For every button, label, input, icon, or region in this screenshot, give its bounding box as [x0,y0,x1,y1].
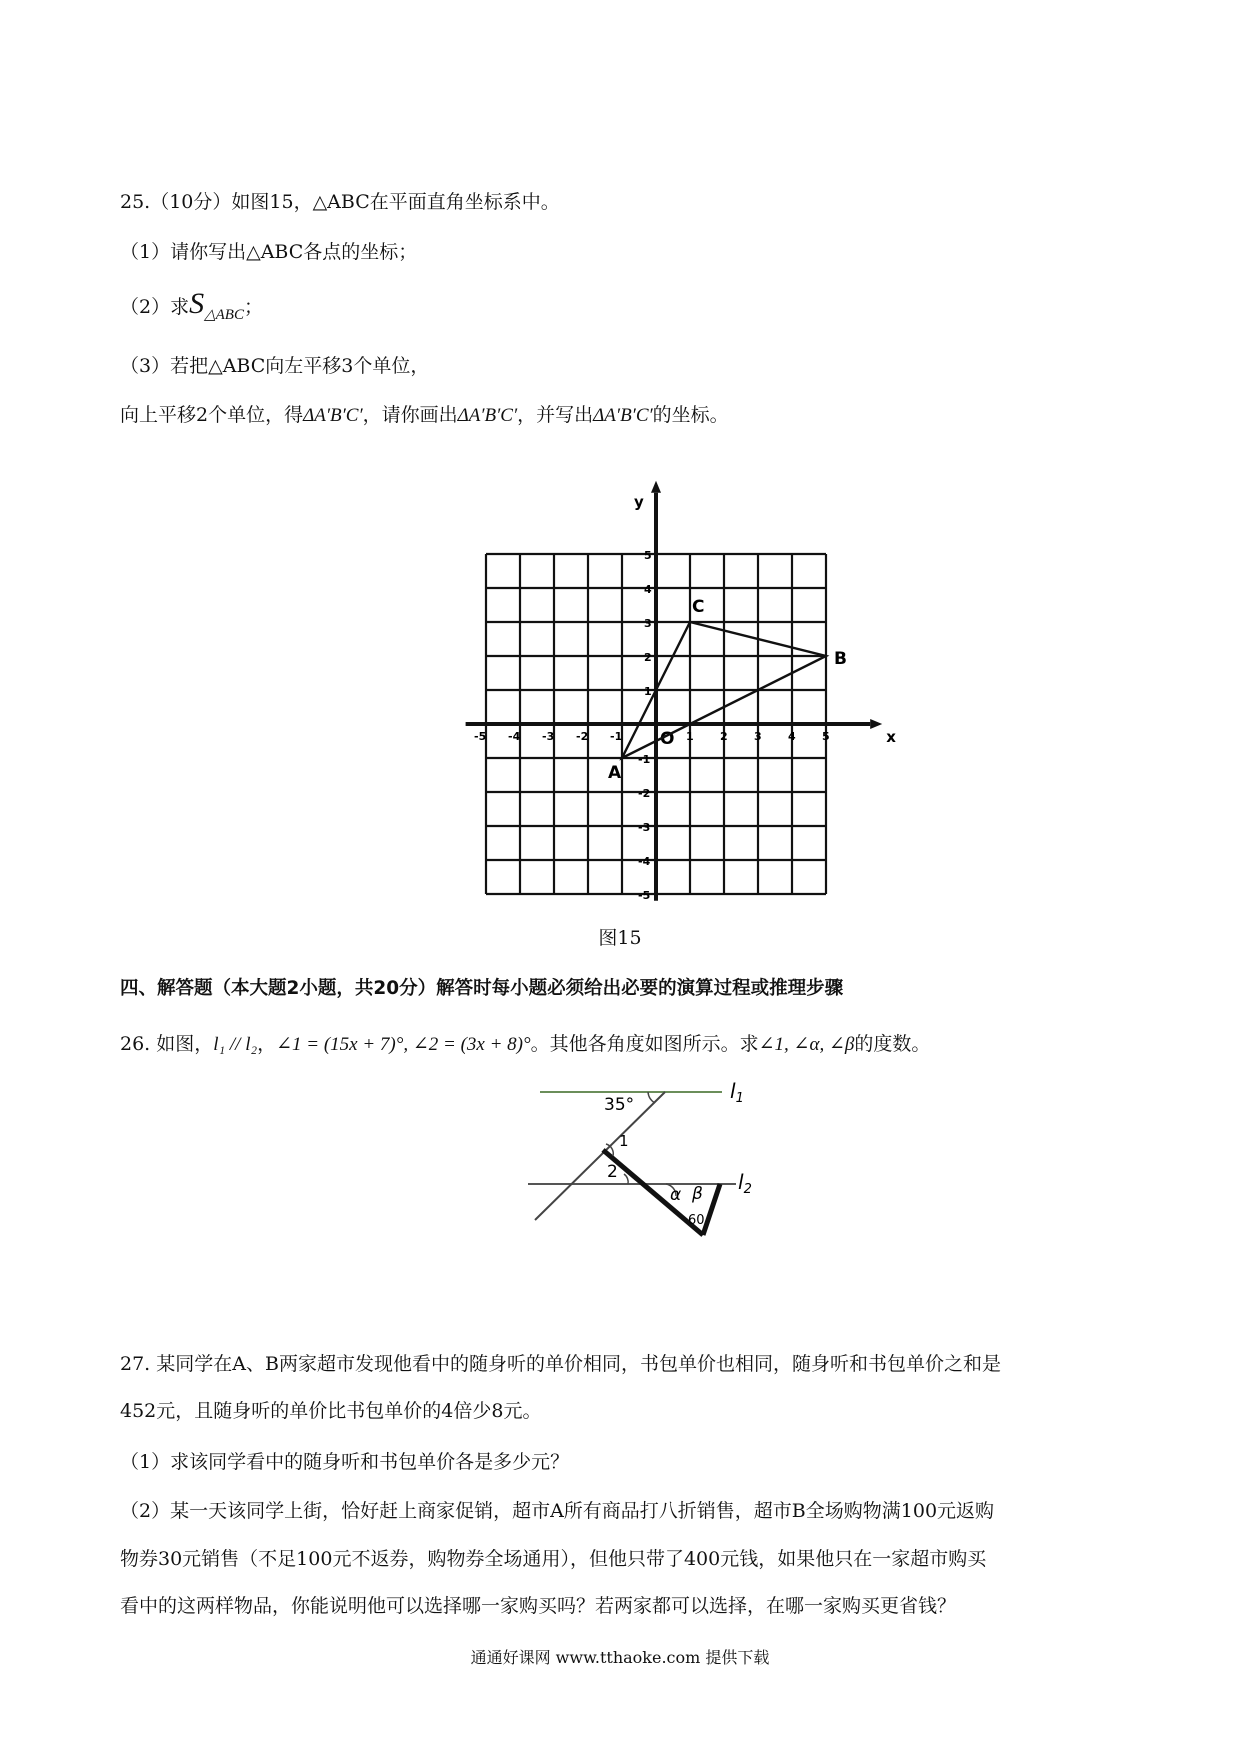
y-tick-label: 1 [644,685,652,698]
label-angle-1: 1 [619,1132,629,1150]
q27-line1: 27. 某同学在A、B两家超市发现他看中的随身听的单价相同，书包单价也相同，随身听和书包单价之和是 [120,1353,1001,1375]
label-60: 60 [688,1213,705,1228]
angle-35-arc [648,1092,655,1103]
x-tick-label: 2 [720,730,728,743]
x-tick-label: 5 [822,730,830,743]
x-tick-label: -5 [474,730,487,743]
y-tick-label: -2 [638,787,651,800]
y-tick-label: 4 [644,583,652,596]
q27-line2: 452元，且随身听的单价比书包单价的4倍少8元。 [120,1400,542,1422]
q26-mid: 。其他各角度如图所示。求 [530,1033,759,1055]
figure-15-caption: 图15 [598,927,642,949]
y-tick-label: -3 [638,821,651,834]
point-label-a: A [608,763,622,783]
label-l1: $l_1$ [730,1079,744,1106]
segment-beta-side [703,1184,720,1235]
q25-text-c: ，并写出 [517,404,594,426]
label-35: 35° [604,1095,635,1115]
q25-part2-prefix: （2）求 [120,296,190,318]
q26-sep: ， [257,1033,277,1055]
angle-expressions: ∠1 = (15x + 7)°, ∠2 = (3x + 8)° [276,1034,531,1055]
x-tick-label: -4 [508,730,521,743]
q26-prefix: 26. 如图， [120,1033,214,1055]
label-angle-2: 2 [607,1162,618,1182]
label-beta: β [692,1184,703,1204]
label-alpha: α [670,1185,682,1205]
y-tick-label: 3 [644,617,652,630]
transversal-line [535,1092,665,1220]
x-tick-label: -3 [542,730,555,743]
y-tick-label: 2 [644,651,652,664]
x-tick-label: -2 [576,730,589,743]
q27-part2-line3: 看中的这两样物品，你能说明他可以选择哪一家购买吗？若两家都可以选择，在哪一家购买更省钱？ [120,1595,957,1617]
q25-intro: 25.（10分）如图15，△ABC在平面直角坐标系中。 [120,191,560,213]
triangle-prime-2: ΔA′B′C′ [457,405,518,426]
q26-suffix: 的度数。 [854,1033,931,1055]
y-tick-label: 5 [644,549,652,562]
x-tick-label: 1 [686,730,694,743]
footer-source: 通通好课网 www.tthaoke.com 提供下载 [470,1648,770,1667]
angle-2-arc [624,1174,628,1184]
q25-part3: （3）若把△ABC向左平移3个单位， [120,355,430,377]
q27-part1: （1）求该同学看中的随身听和书包单价各是多少元？ [120,1451,570,1473]
q27-part2-line1: （2）某一天该同学上街，恰好赶上商家促销，超市A所有商品打八折销售，超市B全场购物满100元返购 [120,1500,995,1522]
q25-part1: （1）请你写出△ABC各点的坐标； [120,241,418,263]
q25-text-a: 向上平移2个单位，得 [120,404,304,426]
y-axis-label: y [634,493,644,511]
y-tick-label: -5 [638,889,651,902]
y-tick-label: -1 [638,753,651,766]
q27-part2-line2: 物券30元销售（不足100元不返券，购物券全场通用），但他只带了400元钱，如果他只在一家超市购买 [120,1548,987,1570]
origin-label: O [660,729,675,749]
section-4-heading: 四、解答题（本大题2小题，共20分）解答时每小题必须给出必要的演算过程或推理步骤 [120,978,844,999]
parallel-lines-notation: l₁ // l₂ [213,1034,258,1055]
q25-part2-suffix: ； [243,296,263,318]
q25-text-d: 的坐标。 [652,404,729,426]
area-subscript: △ABC [204,307,244,323]
x-tick-label: 4 [788,730,796,743]
x-axis-label: x [886,728,896,746]
x-tick-label: -1 [610,730,623,743]
q25-text-b: ，请你画出 [362,404,458,426]
point-label-b: B [834,649,847,669]
target-angles: ∠1, ∠α, ∠β [758,1034,855,1055]
triangle-prime-3: ΔA′B′C′ [593,405,653,426]
x-tick-label: 3 [754,730,762,743]
area-symbol: S [189,287,205,320]
point-label-c: C [692,597,705,617]
y-tick-label: -4 [638,855,651,868]
label-l2: $l_2$ [738,1170,752,1197]
triangle-prime-1: ΔA′B′C′ [303,405,363,426]
